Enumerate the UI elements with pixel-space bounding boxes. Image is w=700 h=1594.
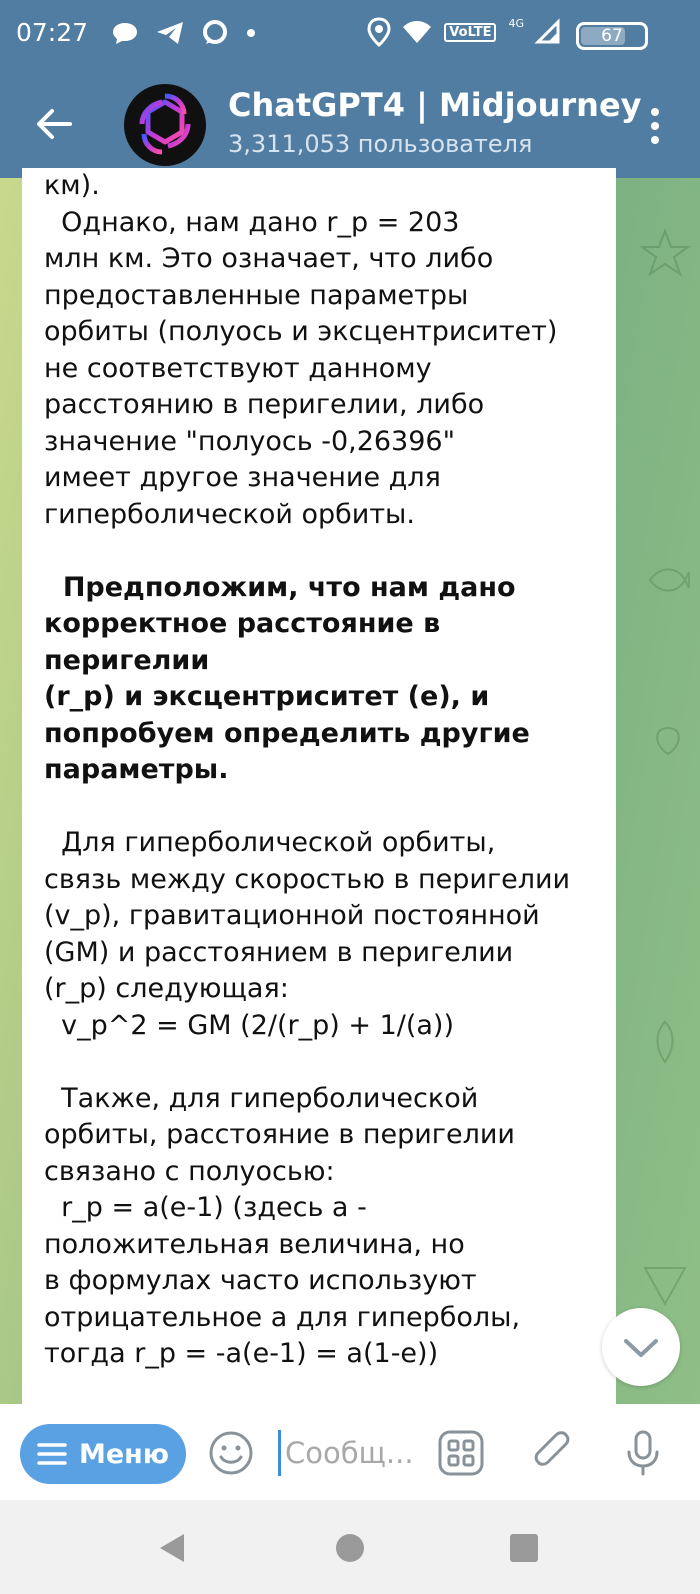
message-composer: [0, 1404, 700, 1500]
microphone-icon[interactable]: [618, 1428, 668, 1478]
message-line: (GM) и расстоянием в перигелии: [44, 936, 514, 968]
message-line: гиперболической орбиты.: [44, 498, 415, 530]
bot-menu-button[interactable]: [20, 1424, 186, 1484]
message-line: Также, для гиперболической: [44, 1082, 479, 1114]
message-line: связано с полуосью:: [44, 1155, 335, 1187]
scroll-down-button[interactable]: [602, 1308, 680, 1386]
message-line: [44, 1044, 596, 1081]
telegram-icon: [156, 21, 184, 45]
message-line: имеет другое значение для: [44, 462, 441, 493]
chat-header: [0, 70, 700, 178]
message-line: расстоянию в перигелии, либо: [44, 389, 485, 420]
nav-recents-icon[interactable]: [506, 1530, 542, 1566]
system-navigation-bar: [0, 1500, 700, 1594]
message-line: попробуем определить другие: [44, 717, 530, 749]
message-line: в формулах часто используют: [44, 1265, 477, 1296]
message-line: тогда r_p = -a(e-1) = a(1-e)): [44, 1338, 439, 1369]
rocket-doodle-icon: [640, 1018, 690, 1068]
dot-icon: [246, 28, 256, 38]
message-line: (v_p), гравитационной постоянной: [44, 900, 540, 931]
message-line: Для гиперболической орбиты,: [44, 827, 496, 858]
bot-commands-icon[interactable]: [436, 1428, 486, 1478]
message-line: (r_p) следующая:: [44, 973, 289, 1004]
volte-icon: VoLTE: [444, 23, 496, 42]
channel-title[interactable]: ChatGPT4 | Midjourney: [228, 86, 642, 124]
message-line: v_p^2 = GM (2/(r_p) + 1/(a)): [44, 1009, 455, 1041]
message-line: Однако, нам дано r_p = 203: [44, 206, 460, 238]
nav-back-icon[interactable]: [154, 1530, 190, 1566]
message-line: [44, 533, 596, 570]
message-line: отрицательное a для гиперболы,: [44, 1301, 521, 1333]
message-line: Предположим, что нам дано: [44, 571, 516, 603]
location-icon: [368, 18, 390, 46]
pizza-doodle-icon: [640, 1258, 690, 1308]
fish-doodle-icon: [645, 558, 690, 603]
message-line: орбиты (полуось и эксцентриситет): [44, 316, 558, 347]
message-bubble: [22, 168, 616, 1418]
attach-paperclip-icon[interactable]: [528, 1428, 578, 1478]
message-line: связь между скоростью в перигелии: [44, 863, 571, 895]
member-count: 3,311,053 пользователя: [228, 130, 533, 158]
channel-avatar[interactable]: [124, 84, 206, 166]
wifi-icon: [402, 20, 432, 44]
battery-indicator: [576, 22, 648, 50]
chevron-down-icon: [602, 1308, 680, 1386]
message-line: положительная величина, но: [44, 1228, 465, 1260]
battery-level: 67: [601, 26, 623, 46]
message-line: значение "полуось -0,26396": [44, 425, 456, 457]
message-line: корректное расстояние в перигелии: [44, 608, 450, 676]
message-line: параметры.: [44, 754, 229, 785]
hamburger-icon: [37, 1442, 67, 1466]
message-line: [44, 789, 596, 826]
more-options-icon[interactable]: [648, 106, 662, 146]
chat-bubble-icon: [202, 20, 228, 46]
chat-area[interactable]: [0, 170, 700, 1404]
back-arrow-icon[interactable]: [30, 100, 78, 148]
message-line: (r_p) и эксцентриситет (e), и: [44, 681, 490, 712]
menu-button-label: Меню: [78, 1438, 170, 1470]
network-type-label: 4G: [508, 16, 524, 30]
message-cloud-icon: [112, 21, 138, 45]
strawberry-doodle-icon: [648, 718, 688, 758]
openai-logo-icon: [124, 84, 206, 166]
status-time: 07:27: [16, 18, 89, 47]
message-line: не соответствуют данному: [44, 352, 432, 384]
star-doodle-icon: [640, 228, 690, 278]
message-line: предоставленные параметры: [44, 279, 469, 311]
message-line: км).: [44, 170, 100, 201]
status-bar: [0, 0, 700, 70]
message-input[interactable]: [278, 1430, 437, 1476]
message-line: орбиты, расстояние в перигелии: [44, 1119, 515, 1150]
emoji-icon[interactable]: [206, 1428, 256, 1478]
nav-home-icon[interactable]: [332, 1530, 368, 1566]
signal-icon: [536, 20, 560, 44]
message-line: млн км. Это означает, что либо: [44, 243, 494, 274]
message-line: r_p = a(e-1) (здесь a -: [44, 1192, 367, 1223]
